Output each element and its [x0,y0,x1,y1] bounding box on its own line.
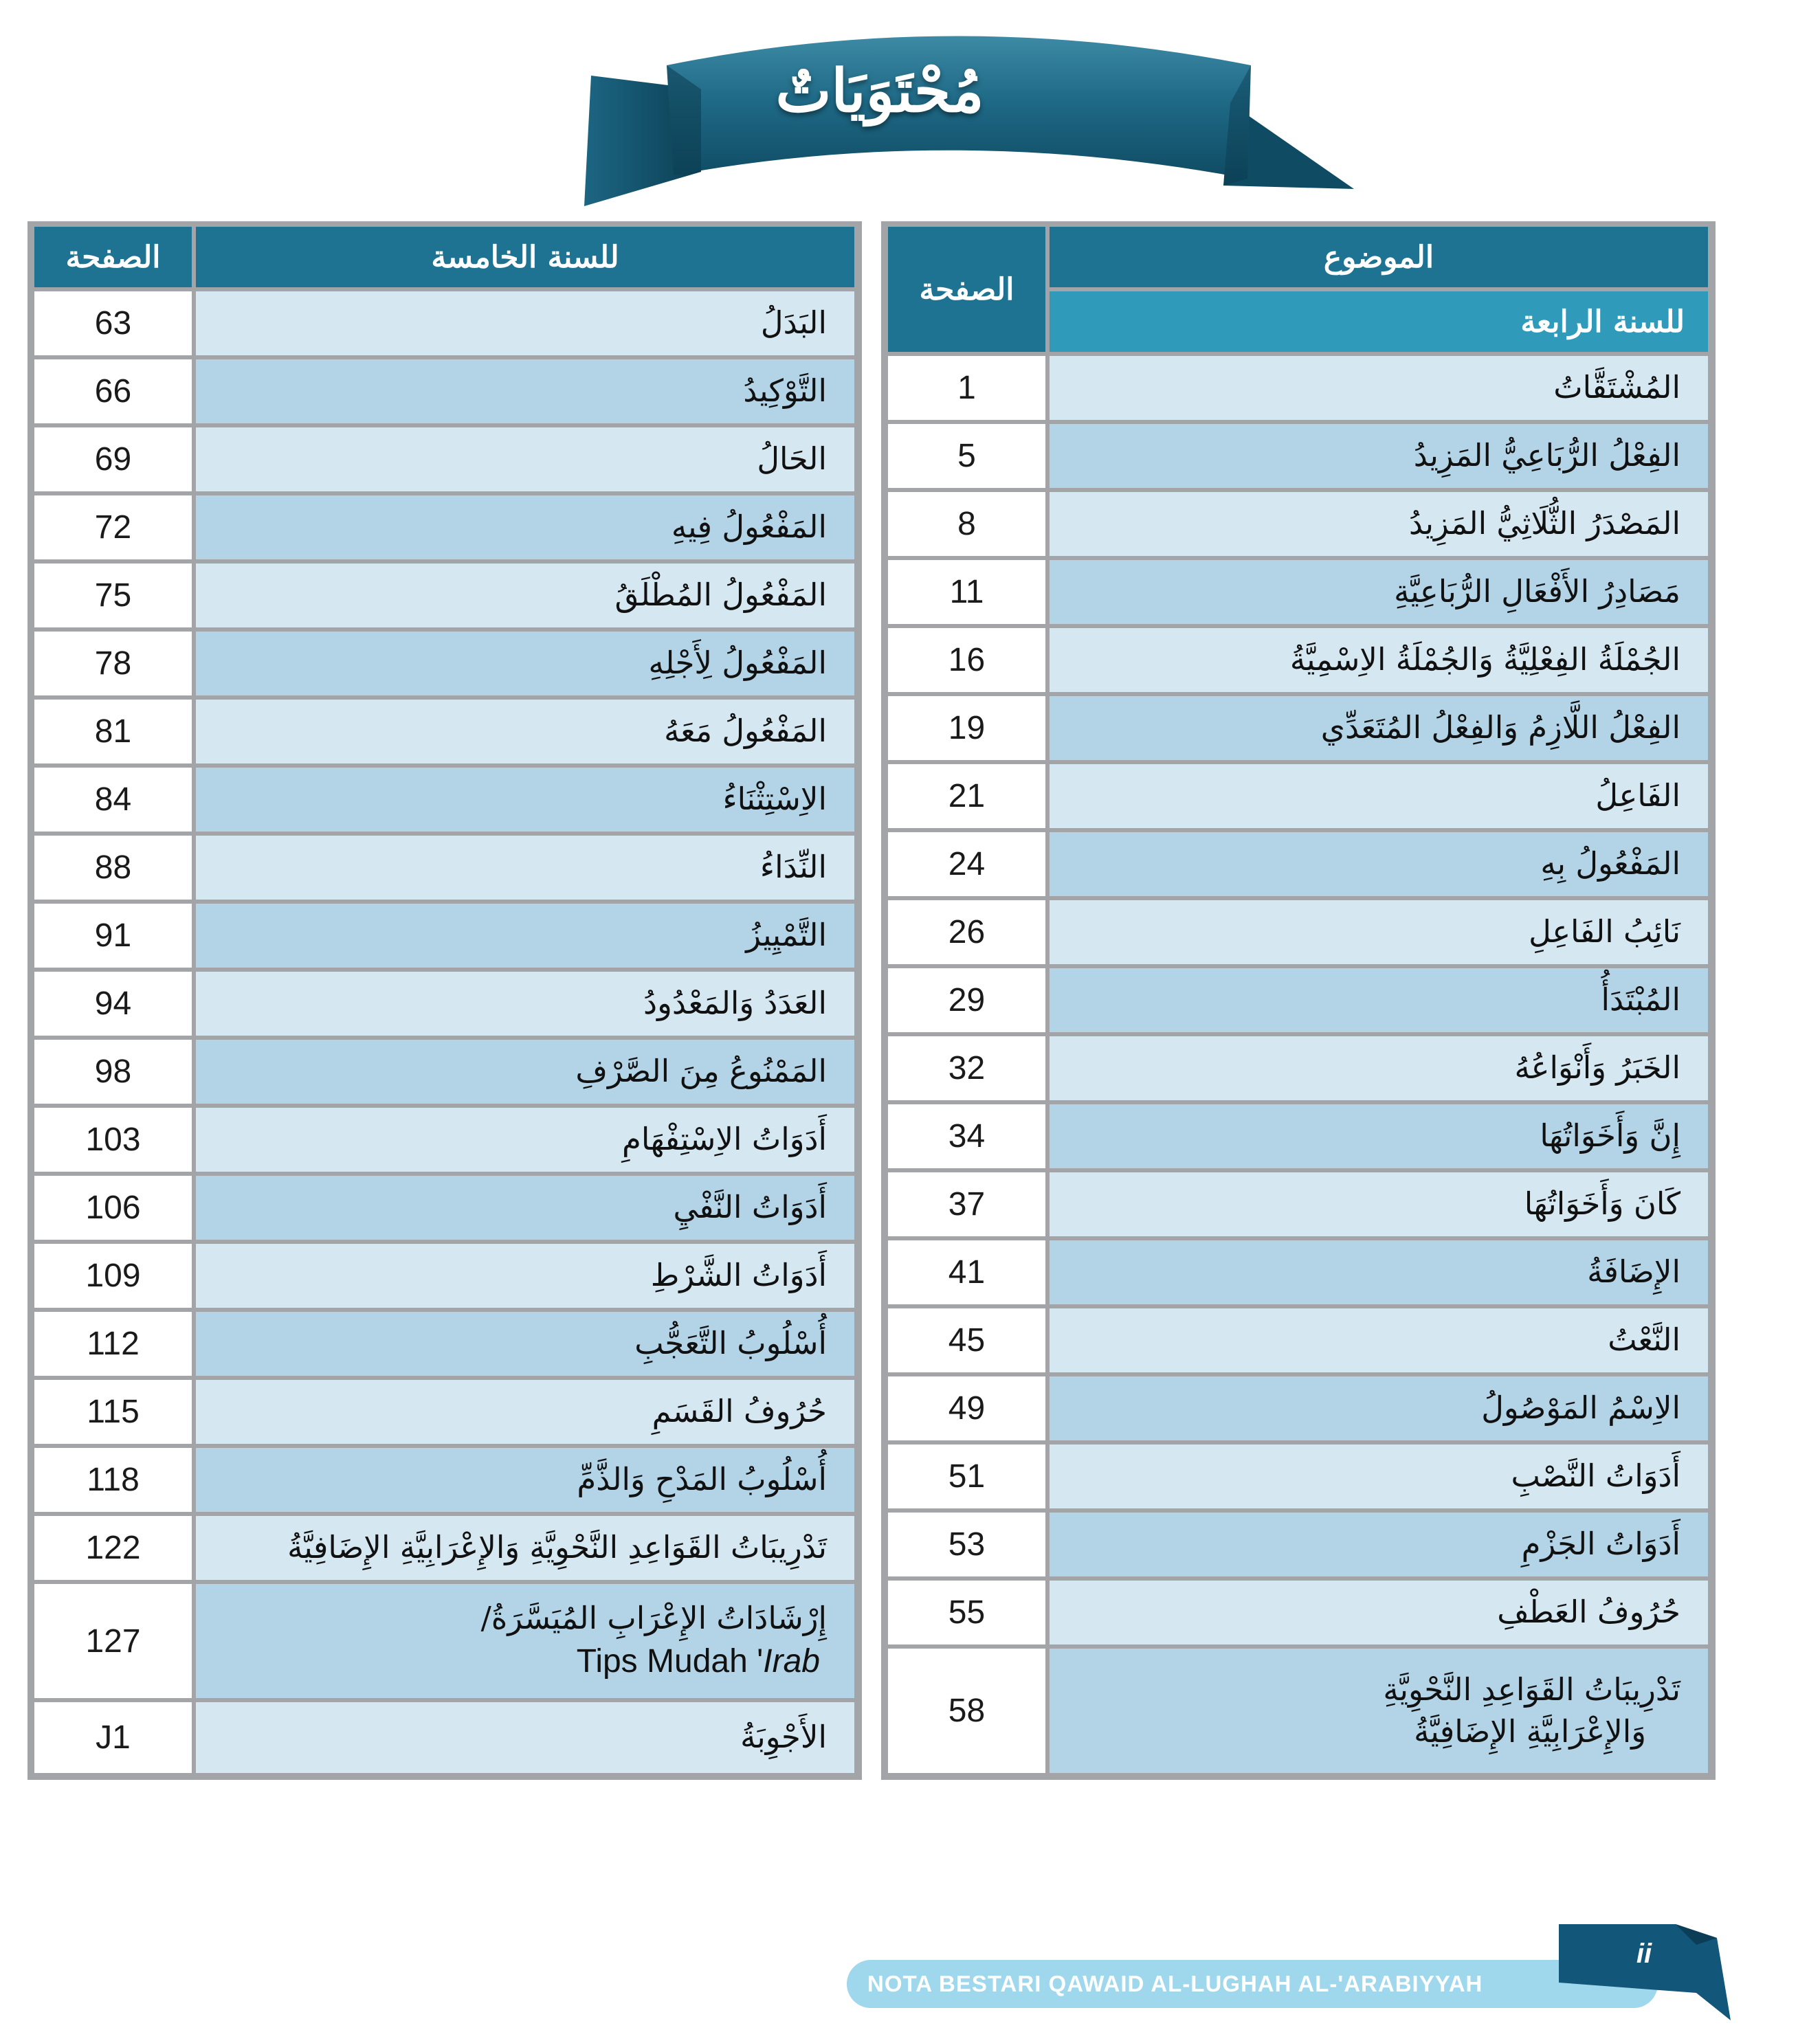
book-title: NOTA BESTARI QAWAID AL-LUGHAH AL-'ARABIYYAH [867,1971,1483,1996]
toc-row-page: 32 [888,1036,1045,1100]
latin-italic-text: Irab [763,1642,820,1680]
toc-row-topic: العَدَدُ وَالمَعْدُودُ [196,972,854,1036]
toc-row-topic: الفِعْلُ الرُّبَاعِيُّ المَزِيدُ [1050,424,1708,488]
toc-row-page: 127 [34,1584,192,1698]
toc-row-page: 21 [888,764,1045,828]
toc-row-topic: التَّوْكِيدُ [196,359,854,423]
toc-row-topic: مَصَادِرُ الأَفْعَالِ الرُّبَاعِيَّةِ [1050,560,1708,624]
topic-line-latin [577,1640,820,1684]
topic-line: وَالإِعْرَابِيَّةِ الإِضَافِيَّةُ [1414,1713,1646,1750]
toc-row-topic: إِنَّ وَأَخَوَاتُهَا [1050,1104,1708,1168]
toc-row-page: 98 [34,1040,192,1104]
page-title: مُحْتَوَيَاتٌ [775,56,984,126]
toc-row-page: 45 [888,1308,1045,1372]
toc-row-topic: المَمْنُوعُ مِنَ الصَّرْفِ [196,1040,854,1104]
toc-row-page: 5 [888,424,1045,488]
toc-row-topic: أُسْلُوبُ التَّعَجُّبِ [196,1312,854,1376]
toc-row-topic: المَفْعُولُ مَعَهُ [196,700,854,763]
toc-row-page: 94 [34,972,192,1036]
toc-row-page: 103 [34,1108,192,1172]
toc-row-topic: المَفْعُولُ بِهِ [1050,832,1708,896]
toc-row-page: 84 [34,768,192,832]
latin-text: Tips Mudah ' [576,1642,764,1680]
year5-column-header: للسنة الخامسة [196,227,854,287]
toc-row-topic: البَدَلُ [196,291,854,355]
toc-row-page: 29 [888,968,1045,1032]
contents-table-year5 [27,221,862,1780]
toc-row-topic: المُشْتَقَّاتُ [1050,356,1708,420]
toc-row-topic: الاِسْتِثْنَاءُ [196,768,854,832]
toc-row-page: 118 [34,1448,192,1512]
toc-row-page: 109 [34,1244,192,1308]
toc-row-topic: الخَبَرُ وَأَنْوَاعُهُ [1050,1036,1708,1100]
toc-row-page: 75 [34,564,192,627]
toc-row-page: 8 [888,492,1045,556]
page-number: ii [1636,1939,1652,1969]
toc-row-page: 26 [888,900,1045,964]
page-column-header: الصفحة [888,227,1045,352]
toc-row-topic: أَدَوَاتُ النَّفْيِ [196,1176,854,1240]
toc-row-topic: النِّدَاءُ [196,836,854,900]
toc-row-page: 78 [34,632,192,695]
toc-row-page: 16 [888,628,1045,692]
toc-row-page: 49 [888,1376,1045,1440]
toc-row-page: 72 [34,495,192,559]
toc-row-page: 66 [34,359,192,423]
toc-row-page: 11 [888,560,1045,624]
toc-row-page: 115 [34,1380,192,1444]
toc-row-page: 69 [34,427,192,491]
toc-row-topic: الفَاعِلُ [1050,764,1708,828]
toc-row-topic: المَفْعُولُ فِيهِ [196,495,854,559]
toc-row-topic: حُرُوفُ العَطْفِ [1050,1581,1708,1644]
toc-row-page: 106 [34,1176,192,1240]
toc-row-topic: الأَجْوِبَةُ [196,1702,854,1773]
topic-line: تَدْرِيبَاتُ القَوَاعِدِ النَّحْوِيَّةِ [1383,1671,1680,1708]
toc-row-topic [196,1584,854,1698]
toc-row-page: 53 [888,1513,1045,1576]
toc-row-page: 37 [888,1172,1045,1236]
toc-row-topic: نَائِبُ الفَاعِلِ [1050,900,1708,964]
toc-row-topic: تَدْرِيبَاتُ القَوَاعِدِ النَّحْوِيَّةِ وَالإِعْرَابِيَّةِ الإِضَافِيَّةُ [196,1516,854,1580]
toc-row-page: 81 [34,700,192,763]
toc-row-topic: المُبْتَدَأُ [1050,968,1708,1032]
topic-column-header: الموضوع [1050,227,1708,287]
toc-row-topic: الفِعْلُ اللَّازِمُ وَالفِعْلُ المُتَعَدِّي [1050,696,1708,760]
toc-row-page: 58 [888,1649,1045,1773]
toc-row-page: 112 [34,1312,192,1376]
toc-row-page: 55 [888,1581,1045,1644]
toc-row-page: 88 [34,836,192,900]
toc-row-topic: المَصْدَرُ الثُّلَاثِيُّ المَزِيدُ [1050,492,1708,556]
toc-row-topic: المَفْعُولُ المُطْلَقُ [196,564,854,627]
page-column-header: الصفحة [34,227,192,287]
toc-row-topic: النَّعْتُ [1050,1308,1708,1372]
toc-row-page: 91 [34,904,192,968]
toc-row-page: 1 [888,356,1045,420]
toc-row-topic: الحَالُ [196,427,854,491]
toc-row-topic: حُرُوفُ القَسَمِ [196,1380,854,1444]
toc-row-page: J1 [34,1702,192,1773]
toc-row-topic: أَدَوَاتُ الاِسْتِفْهَامِ [196,1108,854,1172]
toc-row-page: 24 [888,832,1045,896]
toc-row-topic: أُسْلُوبُ المَدْحِ وَالذَّمِّ [196,1448,854,1512]
toc-row-topic: التَّمْيِيزُ [196,904,854,968]
topic-line: إِرْشَادَاتُ الإِعْرَابِ المُيَسَّرَةُ/ [480,1600,827,1637]
toc-row-page: 122 [34,1516,192,1580]
toc-row-topic: المَفْعُولُ لِأَجْلِهِ [196,632,854,695]
toc-row-page: 34 [888,1104,1045,1168]
toc-row-topic: الاِسْمُ المَوْصُولُ [1050,1376,1708,1440]
toc-row-page: 19 [888,696,1045,760]
toc-row-topic: الإِضَافَةُ [1050,1240,1708,1304]
toc-row-topic: كَانَ وَأَخَوَاتُهَا [1050,1172,1708,1236]
toc-row-topic: أَدَوَاتُ النَّصْبِ [1050,1445,1708,1508]
toc-row-page: 51 [888,1445,1045,1508]
year4-section-label: للسنة الرابعة [1050,291,1708,352]
toc-row-topic [1050,1649,1708,1773]
toc-row-topic: أَدَوَاتُ الشَّرْطِ [196,1244,854,1308]
toc-row-page: 63 [34,291,192,355]
toc-row-topic: الجُمْلَةُ الفِعْلِيَّةُ وَالجُمْلَةُ الاِسْمِيَّةُ [1050,628,1708,692]
toc-row-topic: أَدَوَاتُ الجَزْمِ [1050,1513,1708,1576]
contents-table-year4 [881,221,1716,1780]
toc-row-page: 41 [888,1240,1045,1304]
